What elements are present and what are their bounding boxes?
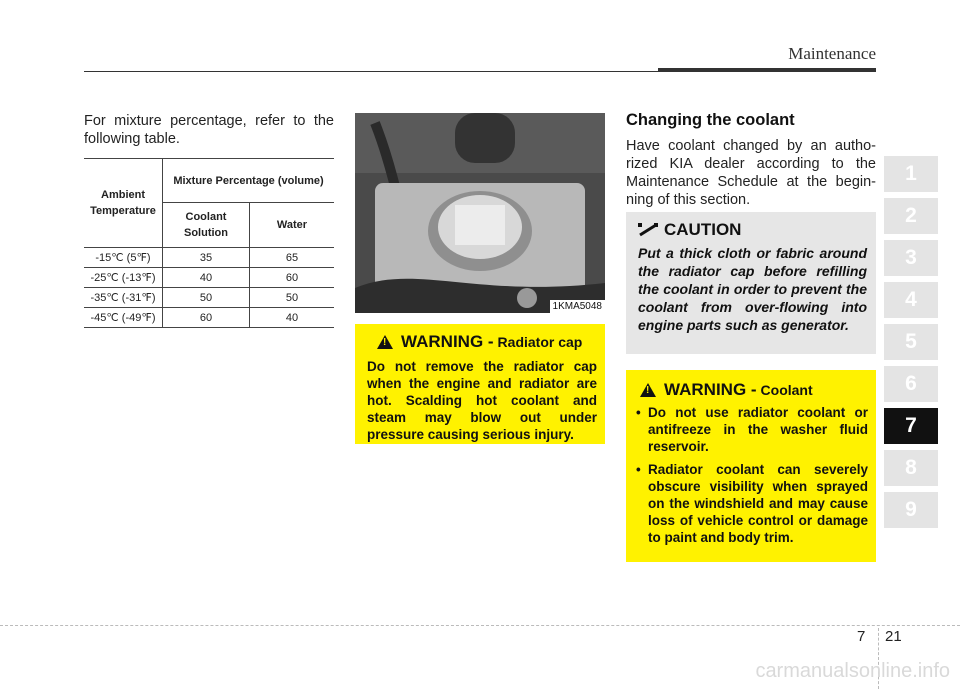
list-item: • Radiator coolant can severely obscure visibility when sprayed on the windshield and may cause loss of vehicle control or damage to paint and body trim. xyxy=(626,461,868,546)
water-cell: 60 xyxy=(250,268,335,288)
coolant-cell: 35 xyxy=(163,248,250,268)
chapter-tab-7[interactable]: 7 xyxy=(884,408,938,444)
temp-cell: -35℃ (-31℉) xyxy=(84,288,163,308)
col-coolant-header: Coolant Solution xyxy=(163,203,250,248)
warning-radiator-cap xyxy=(355,324,605,444)
warning-subtitle: Coolant xyxy=(760,382,813,398)
col-mixture-header: Mixture Percentage (volume) xyxy=(163,159,335,203)
temp-cell: -25℃ (-13℉) xyxy=(84,268,163,288)
warning-icon xyxy=(640,383,656,397)
warning-body: Do not remove the radiator cap when the engine and radiator are hot. Scalding hot coolant and steam may blow out under pressure causing serious injury. xyxy=(367,359,597,442)
chapter-tab-9[interactable]: 9 xyxy=(884,492,938,528)
list-item: • Do not use radiator coolant or antifreeze in the washer fluid reservoir. xyxy=(626,404,868,455)
intro-text: For mixture percentage, refer to the following table. xyxy=(84,113,334,147)
col-ambient-header: Ambient Temperature xyxy=(84,159,163,248)
section-title: Maintenance xyxy=(788,44,876,63)
caution-body: Put a thick cloth or fabric around the radiator cap before refilling the coolant in order to prevent the coolant from over-flowing into engine parts such as generator. xyxy=(638,245,867,333)
chapter-tab-3[interactable]: 3 xyxy=(884,240,938,276)
page-chapter-number: 7 xyxy=(857,628,866,645)
mixture-table xyxy=(84,158,334,328)
warning-icon xyxy=(377,335,393,349)
table-row xyxy=(84,288,334,308)
radiator-cap-photo xyxy=(355,113,605,313)
water-cell: 50 xyxy=(250,288,335,308)
chapter-tab-1[interactable]: 1 xyxy=(884,156,938,192)
changing-coolant-body: Have coolant changed by an autho-rized KIA dealer according to the Maintenance Schedule at the begin-ning of this section. xyxy=(626,138,876,208)
chapter-tab-2[interactable]: 2 xyxy=(884,198,938,234)
chapter-tab-4[interactable]: 4 xyxy=(884,282,938,318)
warning-subtitle: Radiator cap xyxy=(497,334,583,350)
warning-list xyxy=(626,404,868,552)
radiator-cap-illustration xyxy=(355,113,605,313)
header-rule xyxy=(84,71,658,72)
photo-label: 1KMA5048 xyxy=(550,300,605,313)
chapter-tab-5[interactable]: 5 xyxy=(884,324,938,360)
caution-pencil-icon xyxy=(638,223,658,237)
changing-coolant-title: Changing the coolant xyxy=(626,111,795,129)
footer-divider xyxy=(0,625,960,626)
table-row xyxy=(84,308,334,328)
chapter-tab-8[interactable]: 8 xyxy=(884,450,938,486)
watermark: carmanualsonline.info xyxy=(755,660,950,682)
temp-cell: -15℃ (5℉) xyxy=(84,248,163,268)
warning-title: WARNING - xyxy=(664,380,757,399)
coolant-cell: 50 xyxy=(163,288,250,308)
table-row xyxy=(84,248,334,268)
chapter-tab-6[interactable]: 6 xyxy=(884,366,938,402)
chapter-tabs xyxy=(884,156,938,534)
table-row xyxy=(84,268,334,288)
page-number: 21 xyxy=(885,628,902,645)
coolant-cell: 60 xyxy=(163,308,250,328)
water-cell: 40 xyxy=(250,308,335,328)
col-water-header: Water xyxy=(250,203,335,248)
water-cell: 65 xyxy=(250,248,335,268)
header-rule-accent xyxy=(658,68,876,72)
warning-title: WARNING - xyxy=(401,332,494,351)
caution-title: CAUTION xyxy=(664,220,742,239)
temp-cell: -45℃ (-49℉) xyxy=(84,308,163,328)
warning-coolant xyxy=(626,370,876,562)
coolant-cell: 40 xyxy=(163,268,250,288)
caution-box xyxy=(626,212,876,354)
